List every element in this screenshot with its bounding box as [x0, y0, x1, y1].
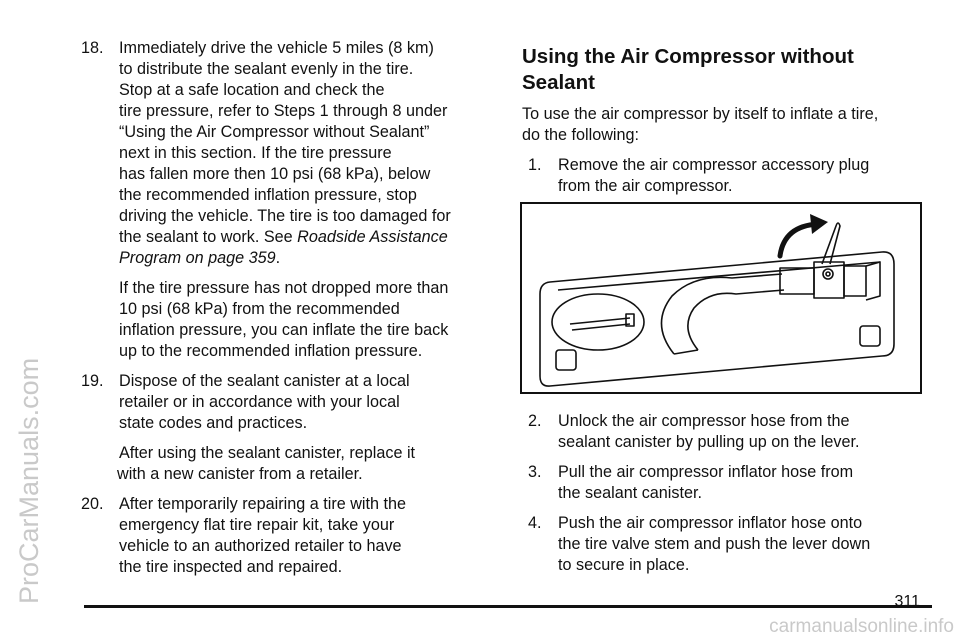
- air-compressor-figure: [520, 202, 922, 394]
- step-number: 1.: [528, 156, 542, 174]
- step-number: 2.: [528, 412, 542, 430]
- section-heading: Using the Air Compressor without Sealant: [522, 45, 854, 94]
- step-text: After temporarily repairing a tire with the emergency flat tire repair kit, take your vehicle to an authorized retailer to have the tire inspected and repaired.: [119, 495, 406, 576]
- section-intro: To use the air compressor by itself to inflate a tire, do the following:: [522, 105, 879, 144]
- watermark-procarmanuals: ProCarManuals.com: [14, 357, 44, 604]
- right-step-1: 1. Remove the air compressor accessory plug from the air compressor.: [528, 156, 870, 195]
- cross-reference-link-cont[interactable]: Program on page 359: [119, 249, 276, 267]
- step-19-followup: After using the sealant canister, replace it with a new canister from a retailer.: [117, 444, 416, 483]
- step-number: 18.: [81, 39, 104, 57]
- step-number: 19.: [81, 372, 104, 390]
- page-number: 311: [894, 593, 920, 610]
- step-number: 4.: [528, 514, 542, 532]
- step-20: [81, 494, 501, 578]
- step-18: [81, 38, 501, 269]
- cross-reference-link[interactable]: Roadside Assistance: [297, 228, 448, 246]
- watermark-carmanualsonline: carmanualsonline.info: [769, 616, 954, 637]
- step-19: [81, 371, 501, 434]
- footer-rule: [84, 605, 932, 608]
- right-step-2: 2. Unlock the air compressor hose from the sealant canister by pulling up on the lever.: [528, 412, 860, 451]
- left-column: [81, 38, 501, 587]
- step-18-followup: If the tire pressure has not dropped more than 10 psi (68 kPa) from the recommended inflation pressure, you can inflate the tire back up to the recommended inflation pressure.: [119, 279, 449, 360]
- step-number: 20.: [81, 495, 104, 513]
- air-compressor-illustration-icon: [522, 204, 920, 392]
- step-text: Dispose of the sealant canister at a local retailer or in accordance with your local state codes and practices.: [119, 372, 410, 432]
- step-number: 3.: [528, 463, 542, 481]
- step-text: Immediately drive the vehicle 5 miles (8 km) to distribute the sealant evenly in the tire. Stop at a safe location and check the tire pressure, refer to Steps 1 through 8 under “Using the Air Compressor without Sealant” next in this section. If the tire pressure has fallen more then 10 psi (68 kPa), below the recommended inflation pressure, stop driving the vehicle. The tire is too damaged for the sealant to work. See Roadside Assistance Program on page 359.: [119, 39, 451, 267]
- right-step-3: 3. Pull the air compressor inflator hose from the sealant canister.: [528, 463, 854, 502]
- right-step-4: 4. Push the air compressor inflator hose onto the tire valve stem and push the lever down to secure in place.: [528, 514, 871, 574]
